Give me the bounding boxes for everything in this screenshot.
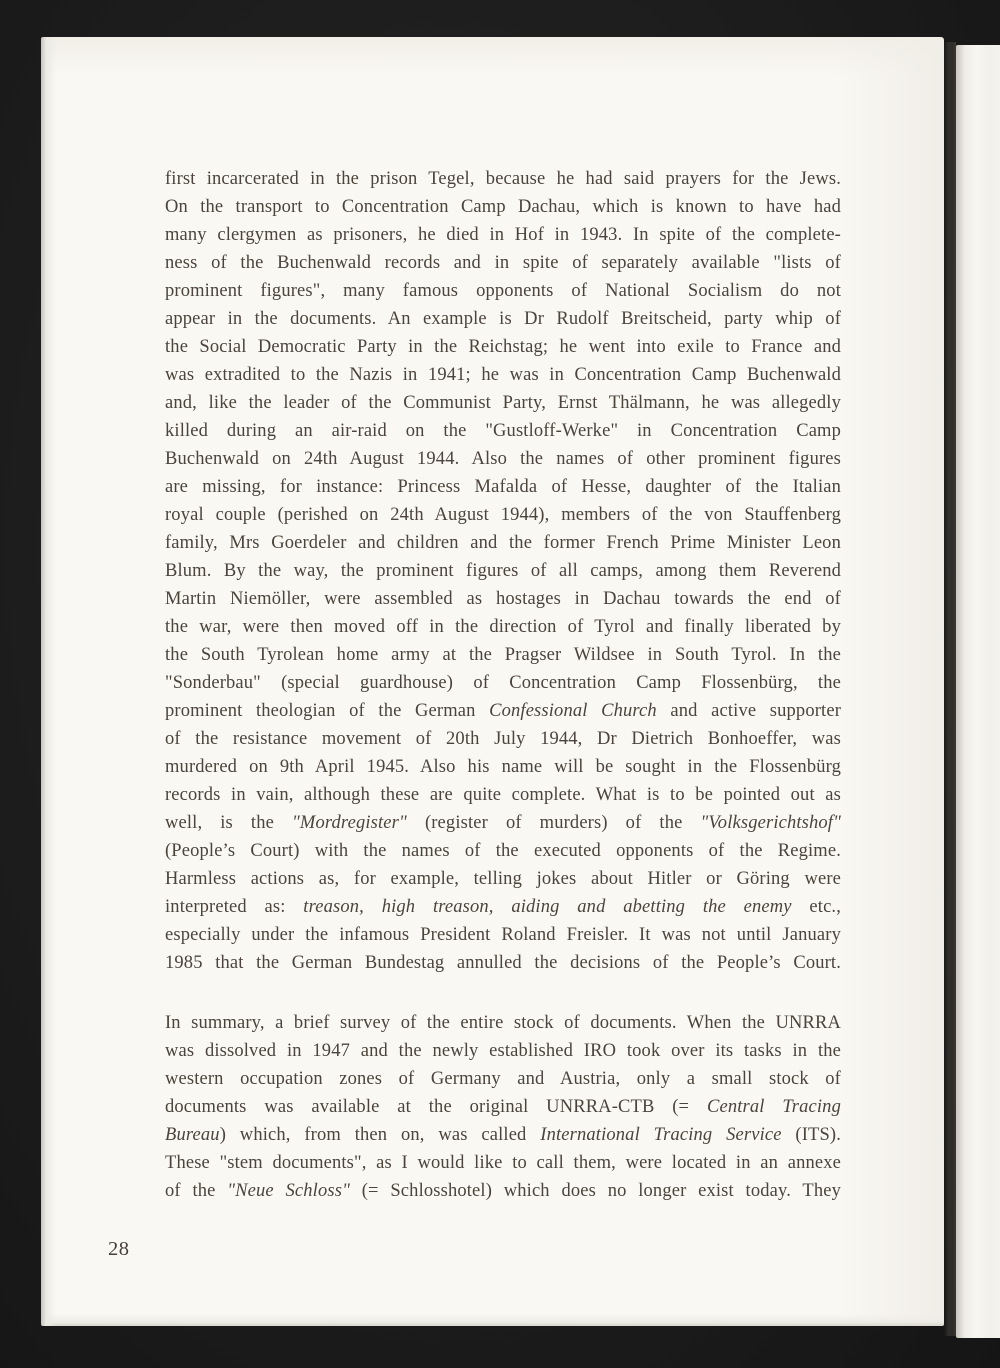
text-line bbox=[165, 1177, 841, 1205]
text-segment: 1985 that the German Bundestag annulled the decisions of the People’s Court. bbox=[165, 953, 841, 973]
text-segment: ness of the Buchenwald records and in spite of separately available "lists of bbox=[165, 253, 841, 273]
text-segment: murdered on 9th April 1945. Also his name will be sought in the Flossenbürg bbox=[165, 757, 841, 777]
text-line bbox=[165, 445, 841, 473]
text-segment: well, is the bbox=[165, 813, 292, 833]
text-segment: Harmless actions as, for example, telling jokes about Hitler or Göring were bbox=[165, 869, 841, 889]
page-number: 28 bbox=[108, 1238, 130, 1260]
text-segment-italic: Confessional Church bbox=[489, 701, 657, 721]
text-line bbox=[165, 809, 841, 837]
text-line bbox=[165, 893, 841, 921]
text-line bbox=[165, 1065, 841, 1093]
text-line bbox=[165, 417, 841, 445]
text-segment: of the bbox=[165, 1181, 228, 1201]
text-line bbox=[165, 697, 841, 725]
text-line bbox=[165, 837, 841, 865]
text-line bbox=[165, 529, 841, 557]
text-segment: first incarcerated in the prison Tegel, because he had said prayers for the Jews. bbox=[165, 169, 841, 189]
text-segment: etc., bbox=[791, 897, 841, 917]
text-segment: (register of murders) of the bbox=[406, 813, 701, 833]
text-line bbox=[165, 361, 841, 389]
adjacent-page-edge bbox=[956, 45, 1000, 1338]
text-line bbox=[165, 305, 841, 333]
paragraph-2 bbox=[165, 1009, 841, 1205]
text-line bbox=[165, 333, 841, 361]
text-segment-italic: Bureau bbox=[165, 1125, 220, 1145]
text-segment: (People’s Court) with the names of the executed opponents of the Regime. bbox=[165, 841, 841, 861]
text-segment: and, like the leader of the Communist Party, Ernst Thälmann, he was allegedly bbox=[165, 393, 841, 413]
text-segment: interpreted as: bbox=[165, 897, 304, 917]
text-line bbox=[165, 1121, 841, 1149]
text-segment: These "stem documents", as I would like to call them, were located in an annexe bbox=[165, 1153, 841, 1173]
text-segment: was dissolved in 1947 and the newly established IRO took over its tasks in the bbox=[165, 1041, 841, 1061]
text-segment-italic: "Neue Schloss" bbox=[227, 1181, 350, 1201]
text-segment: (ITS). bbox=[781, 1125, 841, 1145]
text-segment: prominent figures", many famous opponents of National Socialism do not bbox=[165, 281, 841, 301]
text-segment-italic: "Mordregister" bbox=[291, 813, 407, 833]
text-segment: are missing, for instance: Princess Mafalda of Hesse, daughter of the Italian bbox=[165, 477, 841, 497]
text-line bbox=[165, 1037, 841, 1065]
text-line bbox=[165, 669, 841, 697]
text-segment: Martin Niemöller, were assembled as hostages in Dachau towards the end of bbox=[165, 589, 841, 609]
page-text-block bbox=[165, 165, 841, 1205]
text-line bbox=[165, 389, 841, 417]
text-line bbox=[165, 641, 841, 669]
text-line bbox=[165, 1009, 841, 1037]
paragraph-1 bbox=[165, 165, 841, 977]
text-segment: family, Mrs Goerdeler and children and the former French Prime Minister Leon bbox=[165, 533, 841, 553]
text-line bbox=[165, 949, 841, 977]
text-line bbox=[165, 1149, 841, 1177]
text-segment: many clergymen as prisoners, he died in Hof in 1943. In spite of the complete- bbox=[165, 225, 841, 245]
text-segment: Blum. By the way, the prominent figures of all camps, among them Reverend bbox=[165, 561, 841, 581]
text-segment: killed during an air-raid on the "Gustloff-Werke" in Concentration Camp bbox=[165, 421, 841, 441]
text-segment: ) which, from then on, was called bbox=[219, 1125, 541, 1145]
text-line bbox=[165, 613, 841, 641]
text-segment: documents was available at the original UNRRA-CTB (= bbox=[165, 1097, 707, 1117]
page-gutter-shadow bbox=[944, 42, 956, 1336]
text-line bbox=[165, 473, 841, 501]
text-line bbox=[165, 501, 841, 529]
text-segment-italic: treason, high treason, aiding and abetting the enemy bbox=[303, 897, 792, 917]
text-segment-italic: "Volksgerichtshof" bbox=[700, 813, 842, 833]
text-segment: especially under the infamous President Roland Freisler. It was not until January bbox=[165, 925, 841, 945]
text-segment: of the resistance movement of 20th July 1944, Dr Dietrich Bonhoeffer, was bbox=[165, 729, 841, 749]
text-segment: royal couple (perished on 24th August 1944), members of the von Stauffenberg bbox=[165, 505, 841, 525]
text-line bbox=[165, 585, 841, 613]
text-line bbox=[165, 193, 841, 221]
text-line bbox=[165, 753, 841, 781]
text-segment: the South Tyrolean home army at the Pragser Wildsee in South Tyrol. In the bbox=[165, 645, 841, 665]
text-line bbox=[165, 249, 841, 277]
text-segment: In summary, a brief survey of the entire stock of documents. When the UNRRA bbox=[165, 1013, 841, 1033]
text-segment: records in vain, although these are quite complete. What is to be pointed out as bbox=[165, 785, 841, 805]
text-segment: was extradited to the Nazis in 1941; he was in Concentration Camp Buchenwald bbox=[165, 365, 841, 385]
text-segment: prominent theologian of the German bbox=[165, 701, 490, 721]
text-line bbox=[165, 725, 841, 753]
text-line bbox=[165, 221, 841, 249]
text-line bbox=[165, 165, 841, 193]
text-segment: the Social Democratic Party in the Reichstag; he went into exile to France and bbox=[165, 337, 841, 357]
text-line bbox=[165, 865, 841, 893]
text-segment: the war, were then moved off in the direction of Tyrol and finally liberated by bbox=[165, 617, 841, 637]
text-segment: and active supporter bbox=[656, 701, 842, 721]
text-segment: On the transport to Concentration Camp Dachau, which is known to have had bbox=[165, 197, 841, 217]
text-segment: Buchenwald on 24th August 1944. Also the names of other prominent figures bbox=[165, 449, 841, 469]
text-segment: (= Schlosshotel) which does no longer exist today. They bbox=[350, 1181, 842, 1201]
book-page bbox=[41, 37, 944, 1326]
text-segment: appear in the documents. An example is Dr Rudolf Breitscheid, party whip of bbox=[165, 309, 841, 329]
text-segment-italic: International Tracing Service bbox=[540, 1125, 782, 1145]
text-segment: "Sonderbau" (special guardhouse) of Concentration Camp Flossenbürg, the bbox=[165, 673, 841, 693]
text-line bbox=[165, 1093, 841, 1121]
text-line bbox=[165, 557, 841, 585]
text-line bbox=[165, 781, 841, 809]
text-segment-italic: Central Tracing bbox=[706, 1097, 841, 1117]
text-line bbox=[165, 277, 841, 305]
text-segment: western occupation zones of Germany and Austria, only a small stock of bbox=[165, 1069, 841, 1089]
text-line bbox=[165, 921, 841, 949]
